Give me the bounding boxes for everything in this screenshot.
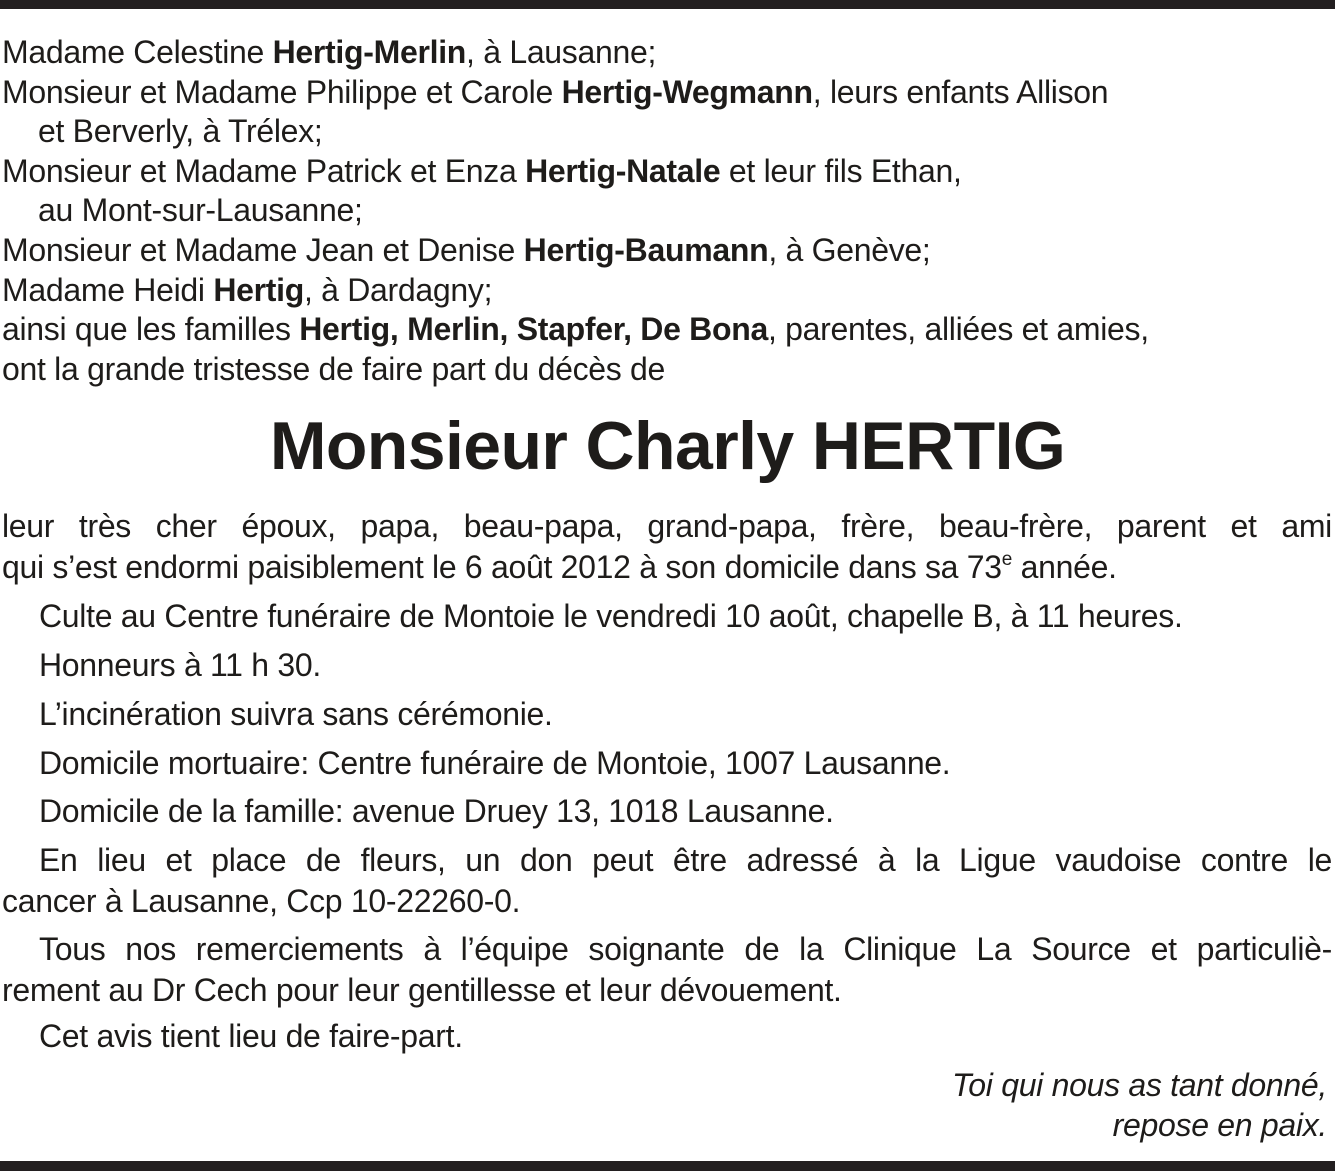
family-home-paragraph <box>2 791 1332 832</box>
epitaph-line: Toi qui nous as tant donné, <box>951 1067 1327 1103</box>
family-line-text: ainsi que les familles <box>2 311 300 348</box>
family-surname: Hertig, Merlin, Stapfer, De Bona <box>299 311 768 348</box>
announcement-line: ont la grande tristesse de faire part du décès de <box>2 350 666 387</box>
family-line-continuation: au Mont-sur-Lausanne; <box>38 192 363 229</box>
tribute-text: année. <box>1012 549 1117 585</box>
family-line-text: Madame Heidi <box>2 271 214 308</box>
service-paragraph <box>2 596 1332 637</box>
thanks-text: rement au Dr Cech pour leur gentillesse et leur dévouement. <box>2 972 842 1008</box>
family-surname: Hertig <box>213 271 304 308</box>
family-surname: Hertig-Wegmann <box>561 73 813 110</box>
thanks-text: Tous nos remerciements à l’équipe soignante de la Clinique La Source et particuliè- <box>39 931 1332 967</box>
family-line-text: et leur fils Ethan, <box>720 152 962 189</box>
mortuary-paragraph <box>2 743 1332 784</box>
tribute-line <box>2 547 1332 588</box>
family-home-text: Domicile de la famille: avenue Druey 13, 1018 Lausanne. <box>39 793 834 829</box>
cremation-paragraph <box>2 694 1332 735</box>
tribute-line: leur très cher époux, papa, beau-papa, grand-papa, frère, beau-frère, parent et ami <box>2 508 1332 544</box>
mortuary-text: Domicile mortuaire: Centre funéraire de Montoie, 1007 Lausanne. <box>39 745 951 781</box>
ordinal-suffix: e <box>1001 549 1013 570</box>
family-line-continuation: et Berverly, à Trélex; <box>38 113 323 150</box>
family-line <box>2 152 1332 192</box>
family-line-text: Monsieur et Madame Patrick et Enza <box>2 152 526 189</box>
deceased-name: Monsieur Charly HERTIG <box>269 408 1066 484</box>
family-surname: Hertig-Baumann <box>523 231 769 268</box>
family-line <box>2 310 1332 350</box>
tribute-paragraph <box>2 506 1332 588</box>
family-line-text: Monsieur et Madame Jean et Denise <box>2 231 524 268</box>
thanks-paragraph <box>2 929 1332 1011</box>
family-line <box>2 73 1332 113</box>
donation-text: cancer à Lausanne, Ccp 10-22260-0. <box>2 883 521 919</box>
family-line-text: Monsieur et Madame Philippe et Carole <box>2 73 562 110</box>
notice-paragraph <box>2 1016 1332 1057</box>
family-line-text: , à Dardagny; <box>303 271 493 308</box>
epitaph-line: repose en paix. <box>1112 1107 1327 1143</box>
family-list <box>2 33 1332 389</box>
donation-paragraph <box>2 840 1332 922</box>
family-line <box>2 33 1332 73</box>
donation-text: En lieu et place de fleurs, un don peut être adressé à la Ligue vaudoise contre le <box>39 842 1332 878</box>
bottom-rule <box>0 1161 1335 1171</box>
family-line <box>2 231 1332 271</box>
honours-paragraph <box>2 645 1332 686</box>
family-line-text: , leurs enfants Allison <box>812 73 1109 110</box>
family-line-text: , à Genève; <box>768 231 931 268</box>
honours-text: Honneurs à 11 h 30. <box>39 647 321 683</box>
family-line-text: , à Lausanne; <box>466 34 657 70</box>
family-surname: Hertig-Merlin <box>272 34 467 70</box>
tribute-text: qui s’est endormi paisiblement le 6 août 2012 à son domicile dans sa 73 <box>2 549 1002 585</box>
epitaph <box>952 1065 1327 1145</box>
top-rule <box>0 0 1335 9</box>
family-surname: Hertig-Natale <box>525 152 721 189</box>
notice-text: Cet avis tient lieu de faire-part. <box>39 1018 463 1054</box>
family-line-text: Madame Celestine <box>2 34 273 70</box>
family-line-text: , parentes, alliées et amies, <box>767 311 1149 348</box>
family-line <box>2 271 1332 311</box>
service-text: Culte au Centre funéraire de Montoie le vendredi 10 août, chapelle B, à 11 heures. <box>39 598 1183 634</box>
cremation-text: L’incinération suivra sans cérémonie. <box>39 696 553 732</box>
